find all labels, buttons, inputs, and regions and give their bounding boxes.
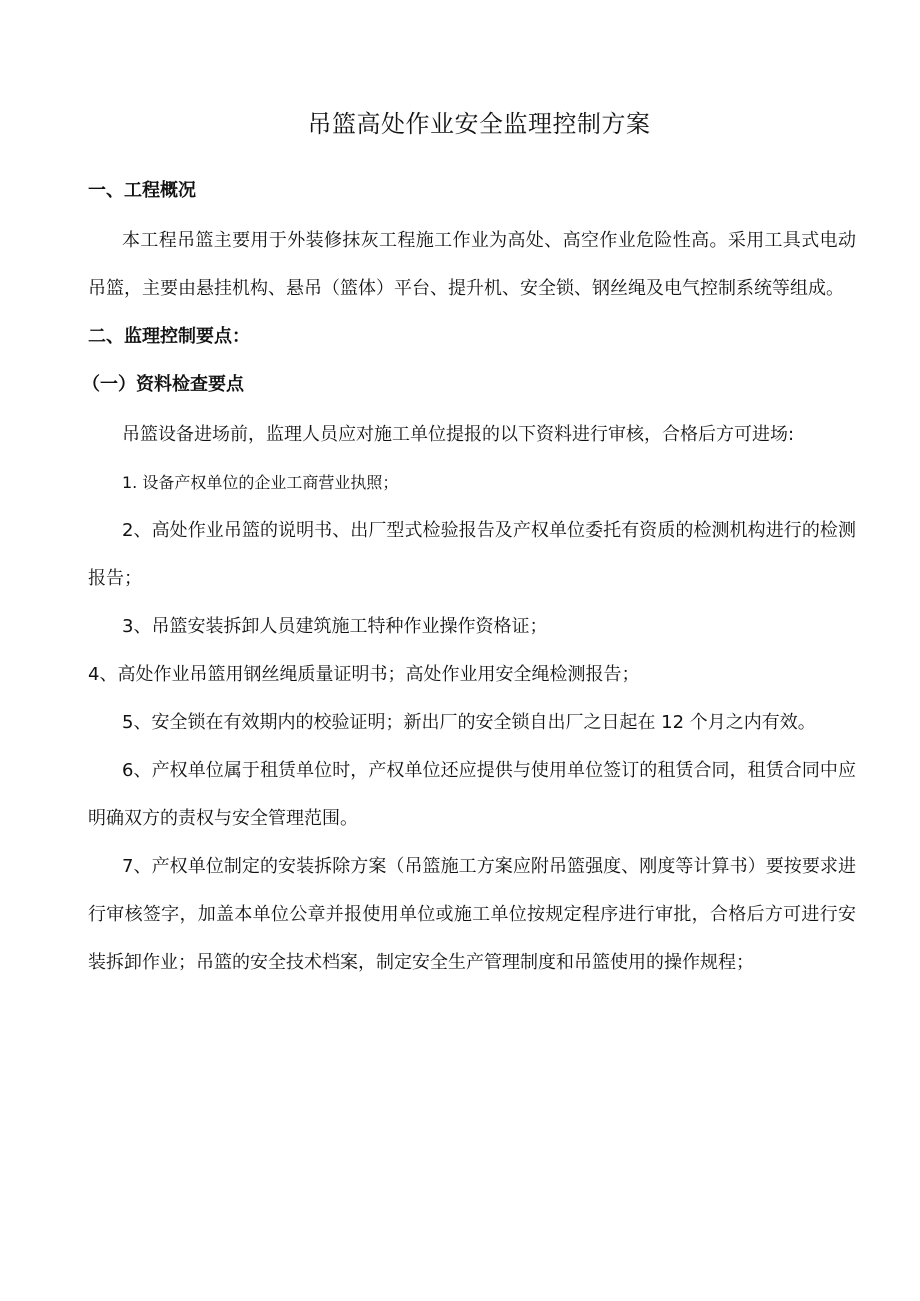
overview-paragraph: 本工程吊篮主要用于外装修抹灰工程施工作业为高处、高空作业危险性高。采用工具式电动吊篮，主要由悬挂机构、悬吊（篮体）平台、提升机、安全锁、钢丝绳及电气控制系统等组成。 — [88, 230, 856, 299]
section-heading-overview: 一、工程概况 — [88, 180, 196, 201]
subsection-heading-documents: （一）资料检查要点 — [82, 374, 244, 395]
list-item-3: 3、吊篮安装拆卸人员建筑施工特种作业操作资格证； — [122, 616, 548, 637]
list-item-4: 4、高处作业吊篮用钢丝绳质量证明书；高处作业用安全绳检测报告； — [88, 664, 640, 685]
list-item-6: 6、产权单位属于租赁单位时，产权单位还应提供与使用单位签订的租赁合同，租赁合同中应明确双方的责权与安全管理范围。 — [88, 760, 856, 829]
list-item-1: 1. 设备产权单位的企业工商营业执照； — [122, 473, 399, 492]
documents-intro-paragraph: 吊篮设备进场前，监理人员应对施工单位提报的以下资料进行审核，合格后方可进场: — [122, 424, 795, 445]
section-heading-control-points: 二、监理控制要点： — [88, 326, 250, 347]
list-item-5: 5、安全锁在有效期内的校验证明；新出厂的安全锁自出厂之日起在 12 个月之内有效。 — [122, 712, 816, 733]
list-item-7: 7、产权单位制定的安装拆除方案（吊篮施工方案应附吊篮强度、刚度等计算书）要按要求进行审核签字，加盖本单位公章并报使用单位或施工单位按规定程序进行审批，合格后方可进行安装拆卸作业；吊篮的安全技术档案，制定安全生产管理制度和吊篮使用的操作规程； — [88, 856, 856, 973]
list-item-2: 2、高处作业吊篮的说明书、出厂型式检验报告及产权单位委托有资质的检测机构进行的检测报告； — [88, 520, 856, 589]
document-title: 吊篮高处作业安全监理控制方案 — [307, 110, 651, 138]
